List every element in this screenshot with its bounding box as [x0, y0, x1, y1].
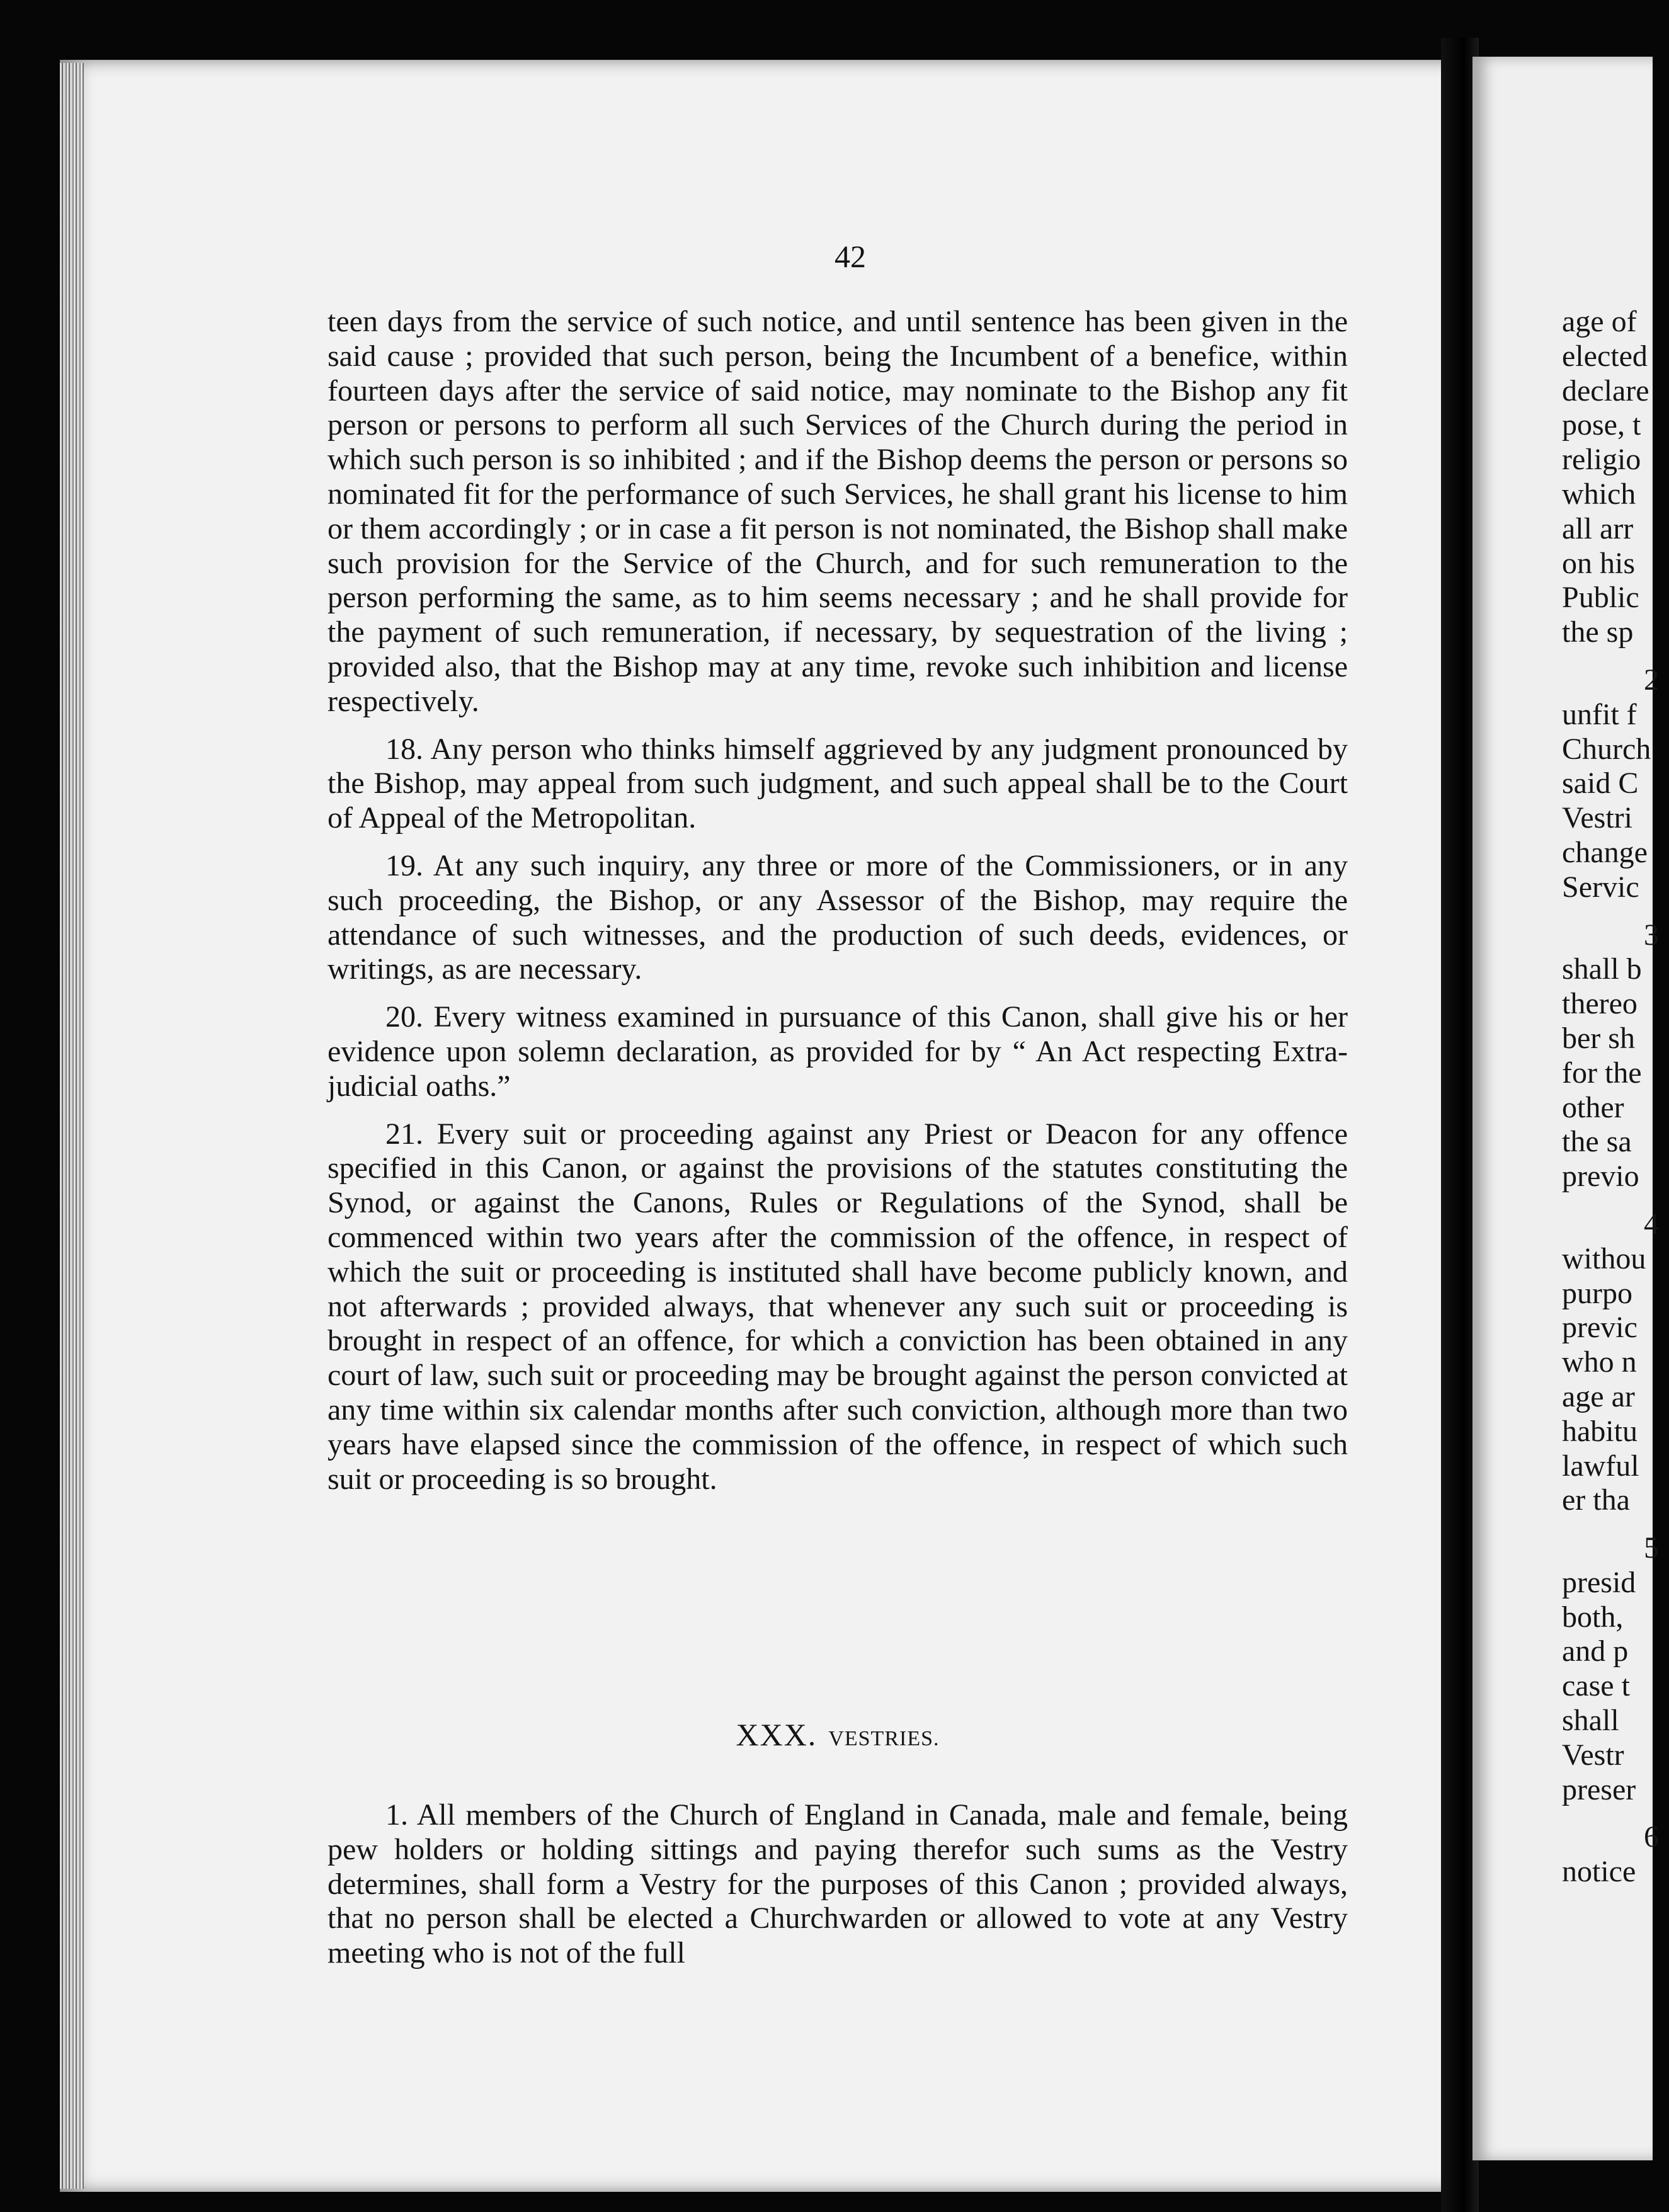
right-page-line: all arr [1562, 511, 1634, 545]
right-page-line: religio [1562, 443, 1641, 477]
right-page-line: Vestri [1562, 801, 1632, 835]
right-page-line: change [1562, 835, 1648, 869]
right-page-line: lawful [1562, 1449, 1639, 1483]
right-page-line: age ar [1562, 1379, 1635, 1413]
right-page-line: and p [1562, 1634, 1629, 1668]
right-page-line: 6 [1644, 1820, 1659, 1854]
right-page-line: 5 [1644, 1531, 1659, 1565]
right-page-line: age of [1562, 305, 1637, 338]
right-page-line: declare [1562, 373, 1649, 408]
right-page-line: 4 [1644, 1207, 1659, 1241]
right-page-line: shall b [1562, 952, 1642, 986]
page-stack-edge [60, 63, 84, 2189]
right-page-line: thereo [1562, 987, 1638, 1021]
right-page-line: preser [1562, 1772, 1636, 1806]
right-page-line: Servic [1562, 870, 1639, 904]
right-page-line: 3 [1644, 918, 1659, 952]
right-page-line: notice [1562, 1855, 1636, 1889]
right-page-line: Vestr [1562, 1738, 1624, 1772]
right-page-line: for the [1562, 1056, 1642, 1090]
right-page-line: other [1562, 1090, 1624, 1124]
right-page-line: Public [1562, 581, 1639, 615]
right-page-line: the sp [1562, 615, 1634, 649]
right-page-line: habitu [1562, 1414, 1638, 1448]
section-number: XXX. [736, 1717, 817, 1752]
page-number: 42 [834, 239, 866, 274]
right-page-line: who n [1562, 1345, 1637, 1379]
body-text-lower [328, 1798, 1348, 1971]
body-text-upper [328, 305, 1348, 1497]
right-page-line: case t [1562, 1669, 1630, 1703]
paragraph-20: 20. Every witness examined in pursuance of this Canon, shall give his or her evidence upon solemn declaration, as provided for by “ An Act respecting Extra-judicial oaths.” [328, 1000, 1348, 1103]
paragraph-21: 21. Every suit or proceeding against any Priest or Deacon for any offence specified in this Canon, or against the provisions of the statutes constituting the Synod, or against the Canons, Rules or Regulations of the Synod, shall be commenced within two years after the commission of the offence, in respect of which the suit or proceeding is instituted shall have become publicly known, and not afterwards ; provided always, that whenever any such suit or proceeding is brought in respect of an offence, for which a conviction has been obtained in any court of law, such suit or proceeding may be brought against the person convicted at any time within six calendar months after such conviction, although more than two years have elapsed since the commission of the offence, in respect of which such suit or proceeding is so brought. [328, 1117, 1348, 1496]
paragraph-continuation: teen days from the service of such notice, and until sentence has been given in the said cause ; provided that such person, being the Incumbent of a benefice, within fourteen days after the service of said notice, may nominate to the Bishop any fit person or persons to perform all such Services of the Church during the period in which such person is so inhibited ; and if the Bishop deems the person or persons so nominated fit for the performance of such Services, he shall grant his license to him or them accordingly ; or in case a fit person is not nominated, the Bishop shall make such provision for the Service of the Church, and for such remuneration to the person performing the same, as to him seems necessary ; and he shall provide for the payment of such remuneration, if necessary, by sequestration of the living ; provided also, that the Bishop may at any time, revoke such inhibition and license respectively. [328, 305, 1348, 718]
right-page-line: elected [1562, 339, 1648, 373]
right-page-line: the sa [1562, 1125, 1632, 1159]
right-page-line: 2 [1644, 663, 1659, 697]
right-page-line: on his [1562, 546, 1636, 580]
section-heading [328, 1716, 1348, 1753]
right-page-line: previo [1562, 1160, 1639, 1194]
right-page-line: shall [1562, 1704, 1619, 1738]
right-page-line: pose, t [1562, 408, 1641, 442]
right-page-line: previc [1562, 1311, 1638, 1345]
right-page-line: unfit f [1562, 697, 1637, 731]
vestries-paragraph-1: 1. All members of the Church of England in Canada, male and female, being pew holders or holding sittings and paying therefor such sums as the Vestry determines, shall form a Vestry for the purposes of this Canon ; provided always, that no person shall be elected a Churchwarden or allowed to vote at any Vestry meeting who is not of the full [328, 1798, 1348, 1970]
right-page-text [1562, 305, 1669, 1890]
right-page-line: ber sh [1562, 1021, 1635, 1055]
right-page-line: presid [1562, 1565, 1636, 1599]
right-page-line: withou [1562, 1241, 1646, 1275]
right-page-line: which [1562, 477, 1636, 511]
right-page-line: both, [1562, 1600, 1624, 1634]
paragraph-18: 18. Any person who thinks himself aggrieved by any judgment pronounced by the Bishop, may appeal from such judgment, and such appeal shall be to the Court of Appeal of the Metropolitan. [328, 732, 1348, 835]
right-page-line: er tha [1562, 1483, 1630, 1517]
right-page-line: purpo [1562, 1276, 1632, 1310]
section-title: VESTRIES. [828, 1727, 940, 1750]
right-page-line: Church [1562, 732, 1651, 766]
right-page-line: said C [1562, 767, 1639, 801]
paragraph-19: 19. At any such inquiry, any three or more of the Commissioners, or in any such proceeding, the Bishop, or any Assessor of the Bishop, may require the attendance of such witnesses, and the production of such deeds, evidences, or writings, as are necessary. [328, 848, 1348, 986]
